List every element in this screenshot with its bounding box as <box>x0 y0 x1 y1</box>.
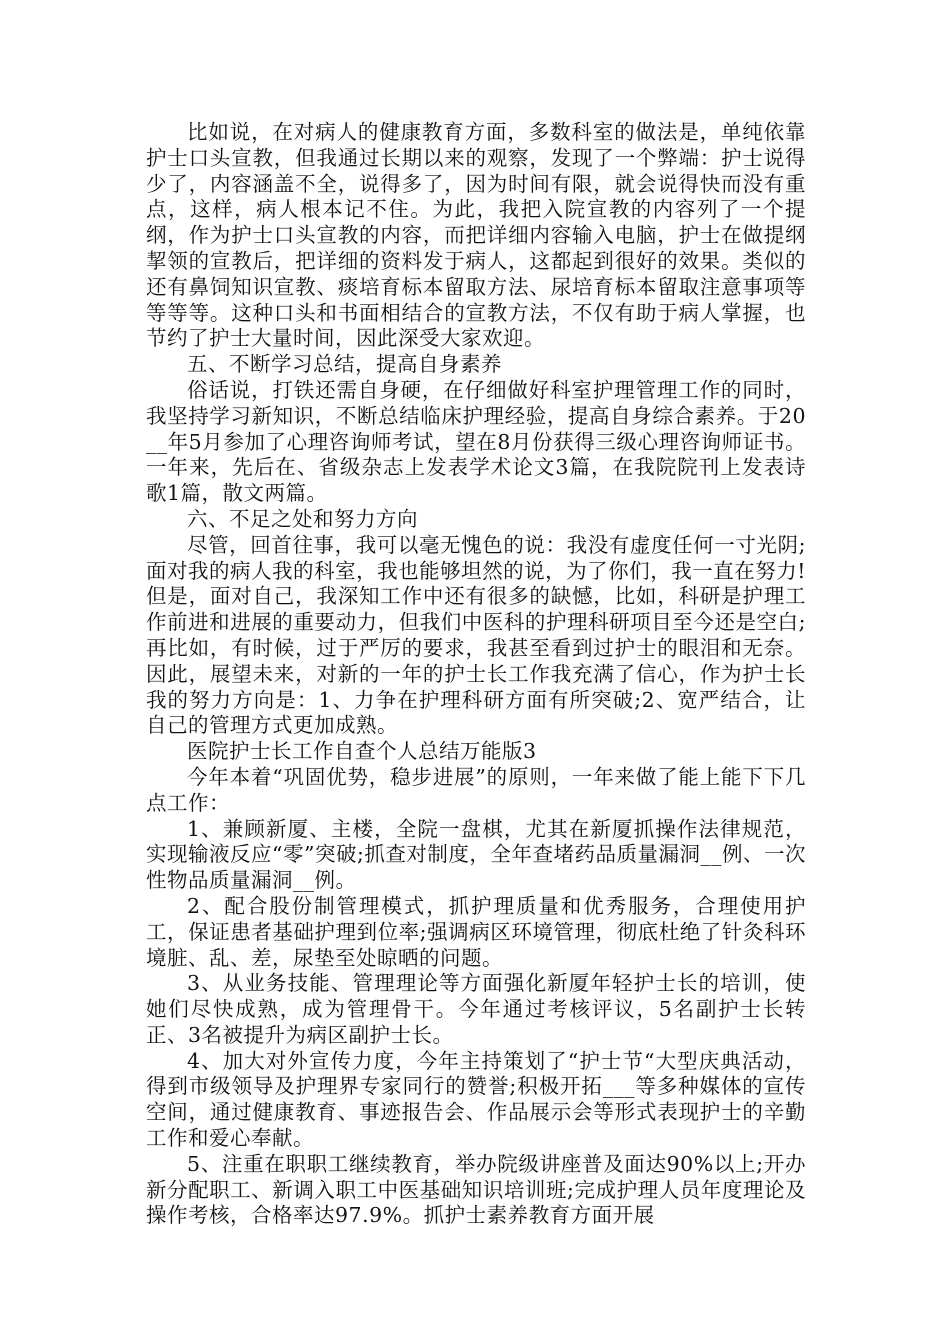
document-section-title: 医院护士长工作自查个人总结万能版3 <box>187 739 537 764</box>
list-item-4: 4、加大对外宣传力度，今年主持策划了“护士节“大型庆典活动，得到市级领导及护理界专家同行的赞誉;积极开拓___等多种媒体的宣传空间，通过健康教育、事迹报告会、作品展示会等形式表现护士的辛勤工作和爱心奉献。 <box>146 1048 806 1151</box>
section-heading-5: 五、不断学习总结，提高自身素养 <box>187 352 502 377</box>
section-heading-6: 六、不足之处和努力方向 <box>187 506 418 531</box>
list-item-1: 1、兼顾新厦、主楼，全院一盘棋，尤其在新厦抓操作法律规范，实现输液反应“零”突破;抓查对制度，全年查堵药品质量漏洞__例、一次性物品质量漏洞__例。 <box>146 816 806 893</box>
paragraph-shortcomings: 尽管，回首往事，我可以毫无愧色的说：我没有虚度任何一寸光阴;面对我的病人我的科室，我也能够坦然的说，为了你们，我一直在努力!但是，面对自己，我深知工作中还有很多的缺憾，比如，科研是护理工作前进和进展的重要动力，但我们中医科的护理科研项目至今还是空白;再比如，有时候，过于严厉的要求，我甚至看到过护士的眼泪和无奈。因此，展望未来，对新的一年的护士长工作我充满了信心，作为护士长我的努力方向是：1、力争在护理科研方面有所突破;2、宽严结合，让自己的管理方式更加成熟。 <box>146 532 806 738</box>
paragraph-health-education: 比如说，在对病人的健康教育方面，多数科室的做法是，单纯依靠护士口头宣教，但我通过长期以来的观察，发现了一个弊端：护士说得少了，内容涵盖不全，说得多了，因为时间有限，就会说得快而没有重点，这样，病人根本记不住。为此，我把入院宣教的内容列了一个提纲，作为护士口头宣教的内容，而把详细内容输入电脑，护士在做提纲挈领的宣教后，把详细的资料发于病人，这都起到很好的效果。类似的还有鼻饲知识宣教、痰培育标本留取方法、尿培育标本留取注意事项等等等等。这种口头和书面相结合的宣教方法，不仅有助于病人掌握，也节约了护士大量时间，因此深受大家欢迎。 <box>146 120 806 351</box>
list-item-3: 3、从业务技能、管理理论等方面强化新厦年轻护士长的培训，使她们尽快成熟，成为管理骨干。今年通过考核评议，5名副护士长转正、3名被提升为病区副护士长。 <box>146 971 806 1047</box>
list-item-2: 2、配合股份制管理模式，抓护理质量和优秀服务，合理使用护工，保证患者基础护理到位率;强调病区环境管理，彻底杜绝了针灸科环境脏、乱、差，尿垫至处晾晒的问题。 <box>146 893 806 970</box>
paragraph-intro: 今年本着“巩固优势，稳步进展”的原则，一年来做了能上能下下几点工作： <box>146 764 806 815</box>
list-item-5: 5、注重在职职工继续教育，举办院级讲座普及面达90%以上;开办新分配职工、新调入职工中医基础知识培训班;完成护理人员年度理论及操作考核，合格率达97.9%。抓护士素养教育方面开展 <box>146 1151 806 1228</box>
document-page <box>146 120 806 1229</box>
paragraph-self-study: 俗话说，打铁还需自身硬，在仔细做好科室护理管理工作的同时，我坚持学习新知识，不断总结临床护理经验，提高自身综合素养。于20__年5月参加了心理咨询师考试，望在8月份获得三级心理咨询师证书。一年来，先后在、省级杂志上发表学术论文3篇，在我院院刊上发表诗歌1篇，散文两篇。 <box>146 377 806 506</box>
